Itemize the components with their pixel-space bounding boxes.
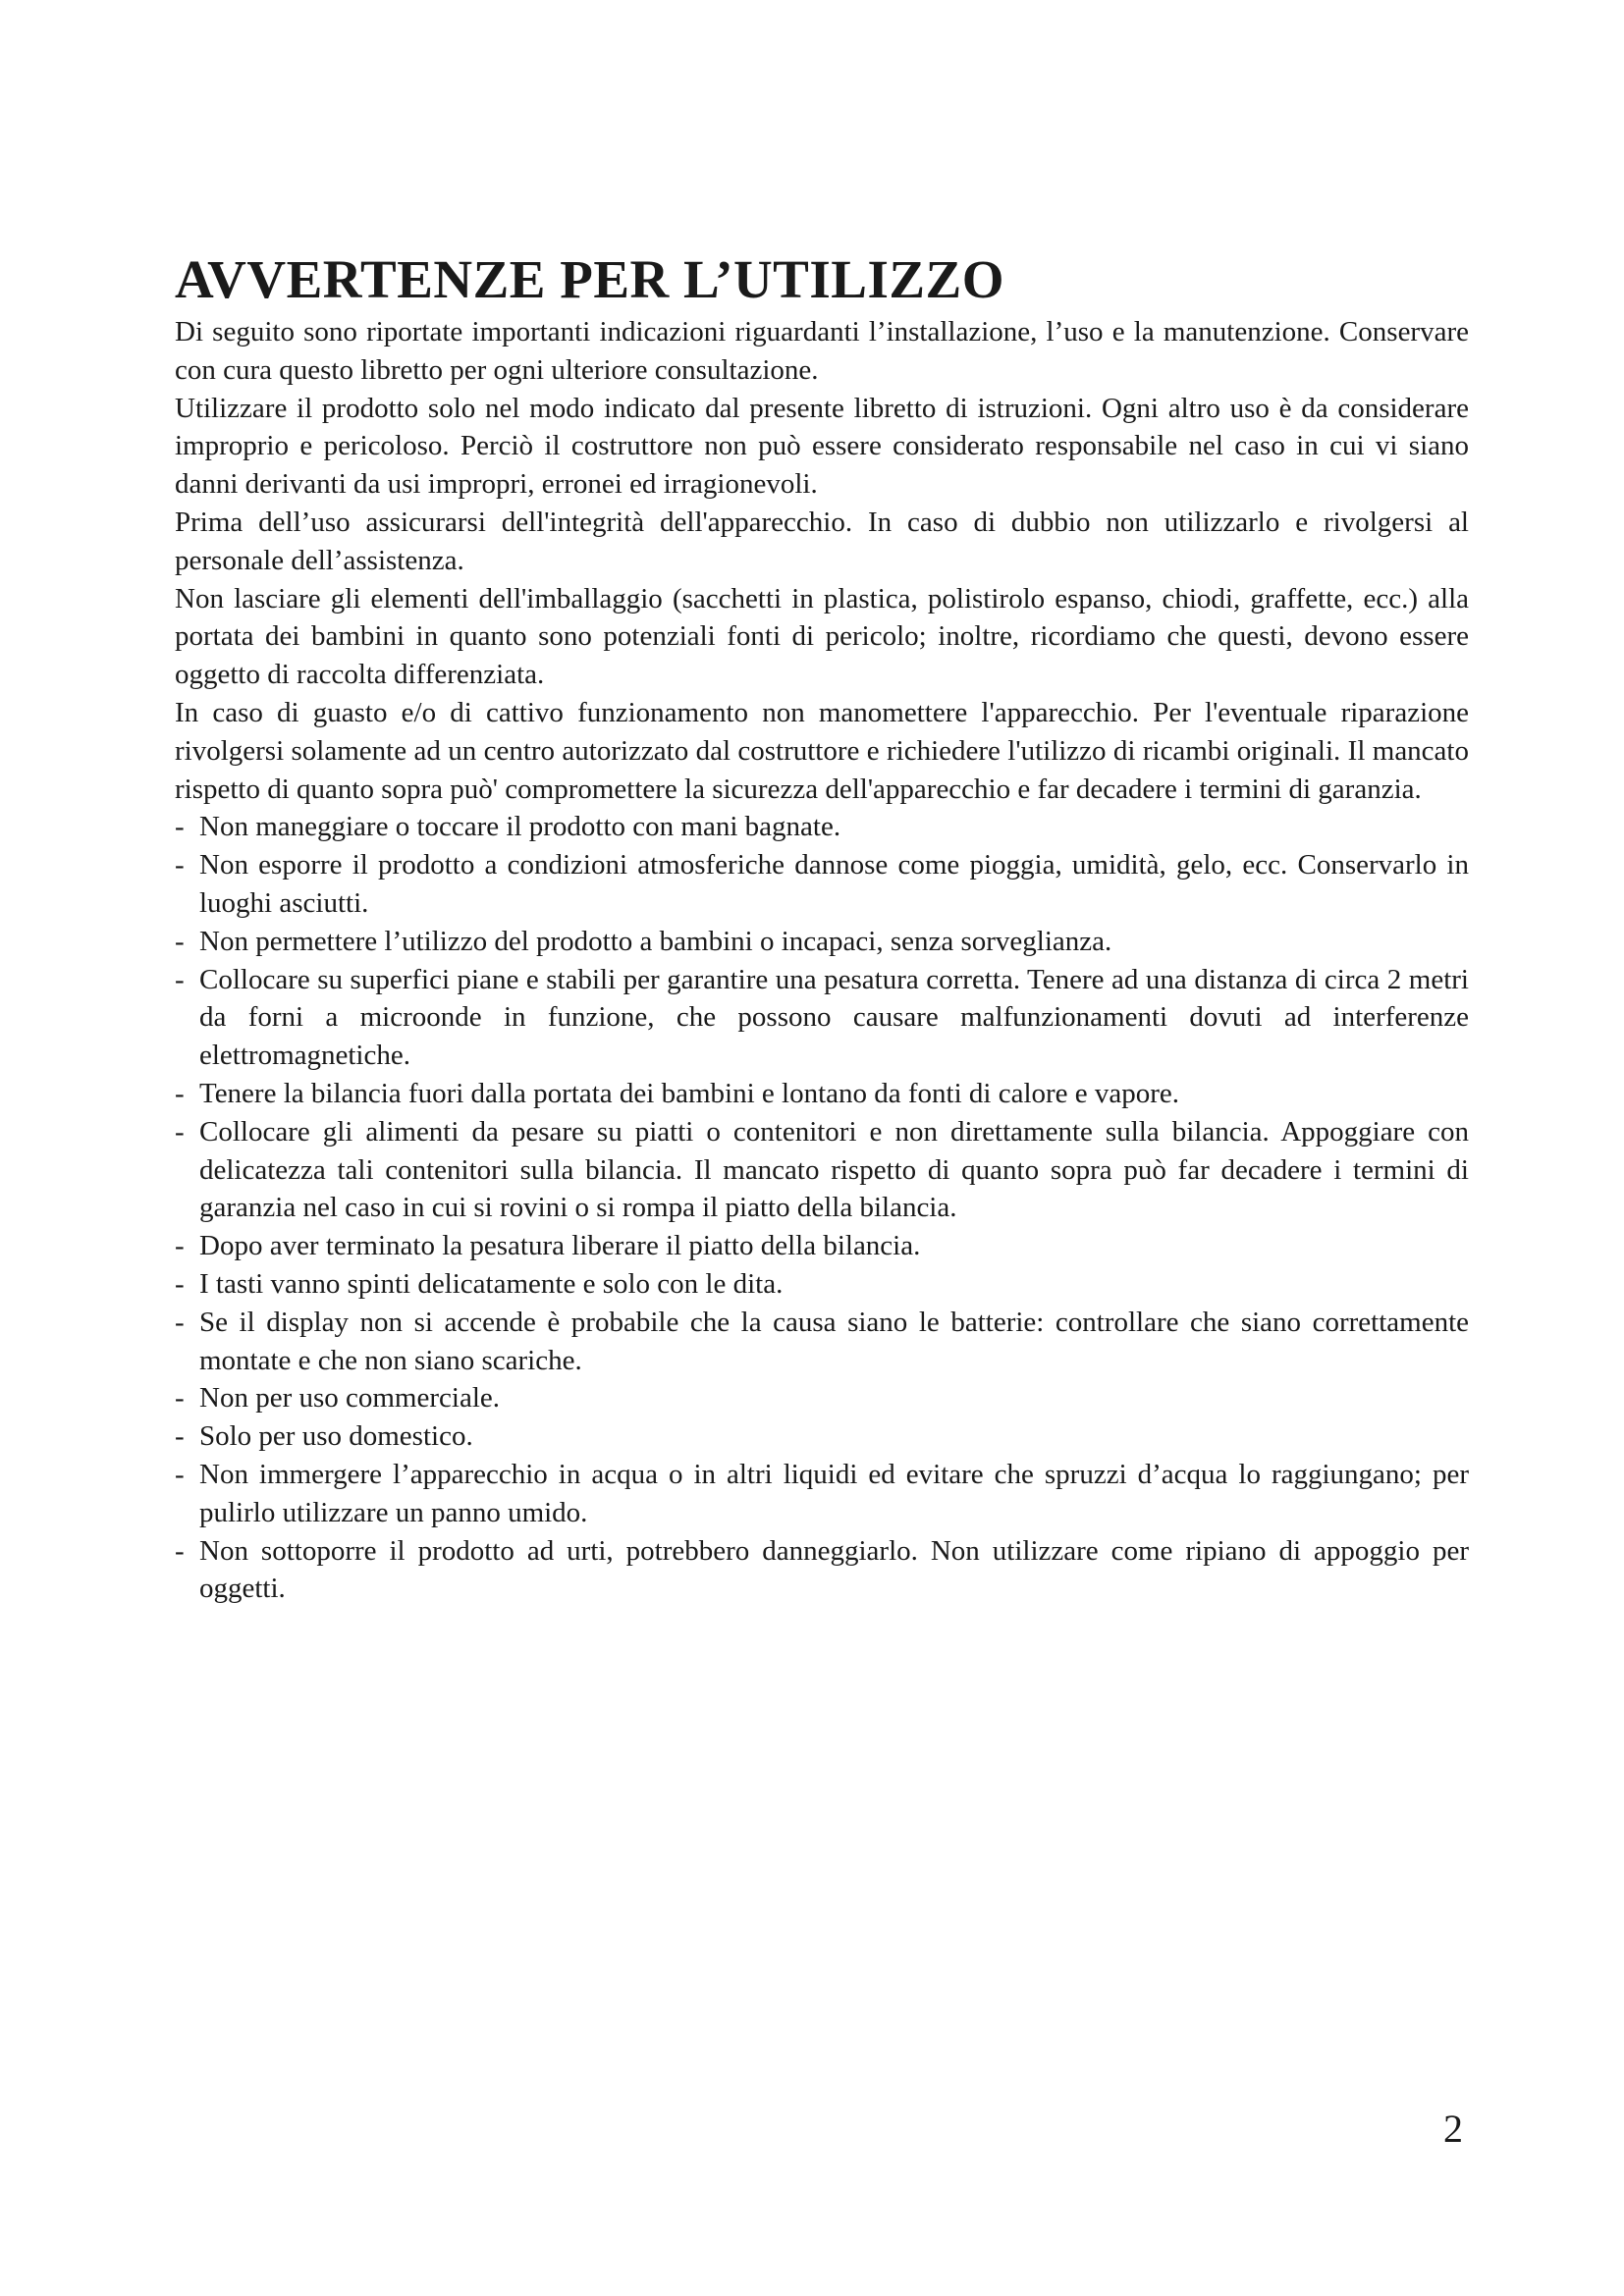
- bullet-marker: -: [175, 1115, 185, 1148]
- list-item: [175, 1456, 1469, 1532]
- list-item-text: Non maneggiare o toccare il prodotto con mani bagnate.: [199, 811, 841, 843]
- list-item: [175, 846, 1469, 923]
- list-item-text: Dopo aver terminato la pesatura liberare il piatto della bilancia.: [199, 1230, 921, 1262]
- list-item-text: Non esporre il prodotto a condizioni atmosferiche dannose come pioggia, umidità, gelo, ecc. Conservarlo in luoghi asciutti.: [199, 849, 1469, 919]
- paragraph-intro: Di seguito sono riportate importanti indicazioni riguardanti l’installazione, l’uso e la manutenzione. Conservare con cura questo libretto per ogni ulteriore consultazione.: [175, 316, 1469, 386]
- list-item: [175, 1265, 1469, 1304]
- page-title: AVVERTENZE PER L’UTILIZZO: [175, 249, 1004, 309]
- list-item: [175, 1227, 1469, 1265]
- paragraph-repair: In caso di guasto e/o di cattivo funzionamento non manomettere l'apparecchio. Per l'eventuale riparazione rivolgersi solamente ad un centro autorizzato dal costruttore e richiedere l'utilizzo di ricambi originali. Il mancato rispetto di quanto sopra può' compromettere la sicurezza dell'apparecchio e far decadere i termini di garanzia.: [175, 696, 1469, 805]
- list-item: [175, 1417, 1469, 1456]
- list-item-text: Collocare gli alimenti da pesare su piatti o contenitori e non direttamente sulla bilancia. Appoggiare con delicatezza tali contenitori sulla bilancia. Il mancato rispetto di quanto sopra può far decadere i termini di garanzia nel caso in cui si rovini o si rompa il piatto della bilancia.: [199, 1115, 1469, 1224]
- bullet-marker: -: [175, 1230, 185, 1262]
- paragraph-usage: Utilizzare il prodotto solo nel modo indicato dal presente libretto di istruzioni. Ogni altro uso è da considerare improprio e pericoloso. Perciò il costruttore non può essere considerato responsabile nel caso in cui vi siano danni derivanti da usi impropri, erronei ed irragionevoli.: [175, 392, 1469, 501]
- bullet-marker: -: [175, 1420, 185, 1453]
- bullet-marker: -: [175, 1534, 185, 1567]
- list-item: [175, 1113, 1469, 1227]
- list-item-text: Non immergere l’apparecchio in acqua o in altri liquidi ed evitare che spruzzi d’acqua lo raggiungano; per pulirlo utilizzare un panno umido.: [199, 1458, 1469, 1528]
- bullet-marker: -: [175, 1267, 185, 1300]
- list-item-text: Tenere la bilancia fuori dalla portata dei bambini e lontano da fonti di calore e vapore.: [199, 1077, 1180, 1109]
- list-item-text: Collocare su superfici piane e stabili per garantire una pesatura corretta. Tenere ad una distanza di circa 2 metri da forni a microonde in funzione, che possono causare malfunzionamenti dovuti ad interferenze elettromagnetiche.: [199, 963, 1469, 1072]
- bullet-marker: -: [175, 1306, 185, 1338]
- bullet-marker: -: [175, 1077, 185, 1109]
- list-item-text: Non sottoporre il prodotto ad urti, potrebbero danneggiarlo. Non utilizzare come ripiano di appoggio per oggetti.: [199, 1534, 1469, 1605]
- bullet-marker: -: [175, 963, 185, 995]
- list-item: [175, 923, 1469, 961]
- bullet-marker: -: [175, 811, 185, 843]
- bullet-marker: -: [175, 1382, 185, 1415]
- bullet-marker: -: [175, 1458, 185, 1490]
- list-item: [175, 1532, 1469, 1609]
- list-item: [175, 808, 1469, 846]
- list-item-text: Non permettere l’utilizzo del prodotto a bambini o incapaci, senza sorveglianza.: [199, 925, 1112, 957]
- list-item: [175, 1304, 1469, 1380]
- paragraph-packaging: Non lasciare gli elementi dell'imballaggio (sacchetti in plastica, polistirolo espanso, chiodi, graffette, ecc.) alla portata dei bambini in quanto sono potenziali fonti di pericolo; inoltre, ricordiamo che questi, devono essere oggetto di raccolta differenziata.: [175, 582, 1469, 691]
- list-item: [175, 1379, 1469, 1417]
- bullet-marker: -: [175, 925, 185, 957]
- list-item-text: Se il display non si accende è probabile che la causa siano le batterie: controllare che siano correttamente montate e che non siano scariche.: [199, 1306, 1469, 1376]
- list-item: [175, 961, 1469, 1075]
- page-number: 2: [1443, 2107, 1463, 2151]
- list-item-text: Non per uso commerciale.: [199, 1382, 501, 1415]
- page-content: [175, 250, 1469, 1608]
- warnings-list: [175, 808, 1469, 1608]
- intro-section: [175, 313, 1469, 808]
- paragraph-integrity: Prima dell’uso assicurarsi dell'integrità dell'apparecchio. In caso di dubbio non utilizzarlo e rivolgersi al personale dell’assistenza.: [175, 506, 1469, 576]
- list-item: [175, 1075, 1469, 1113]
- list-item-text: Solo per uso domestico.: [199, 1420, 473, 1453]
- list-item-text: I tasti vanno spinti delicatamente e solo con le dita.: [199, 1267, 784, 1300]
- bullet-marker: -: [175, 849, 185, 881]
